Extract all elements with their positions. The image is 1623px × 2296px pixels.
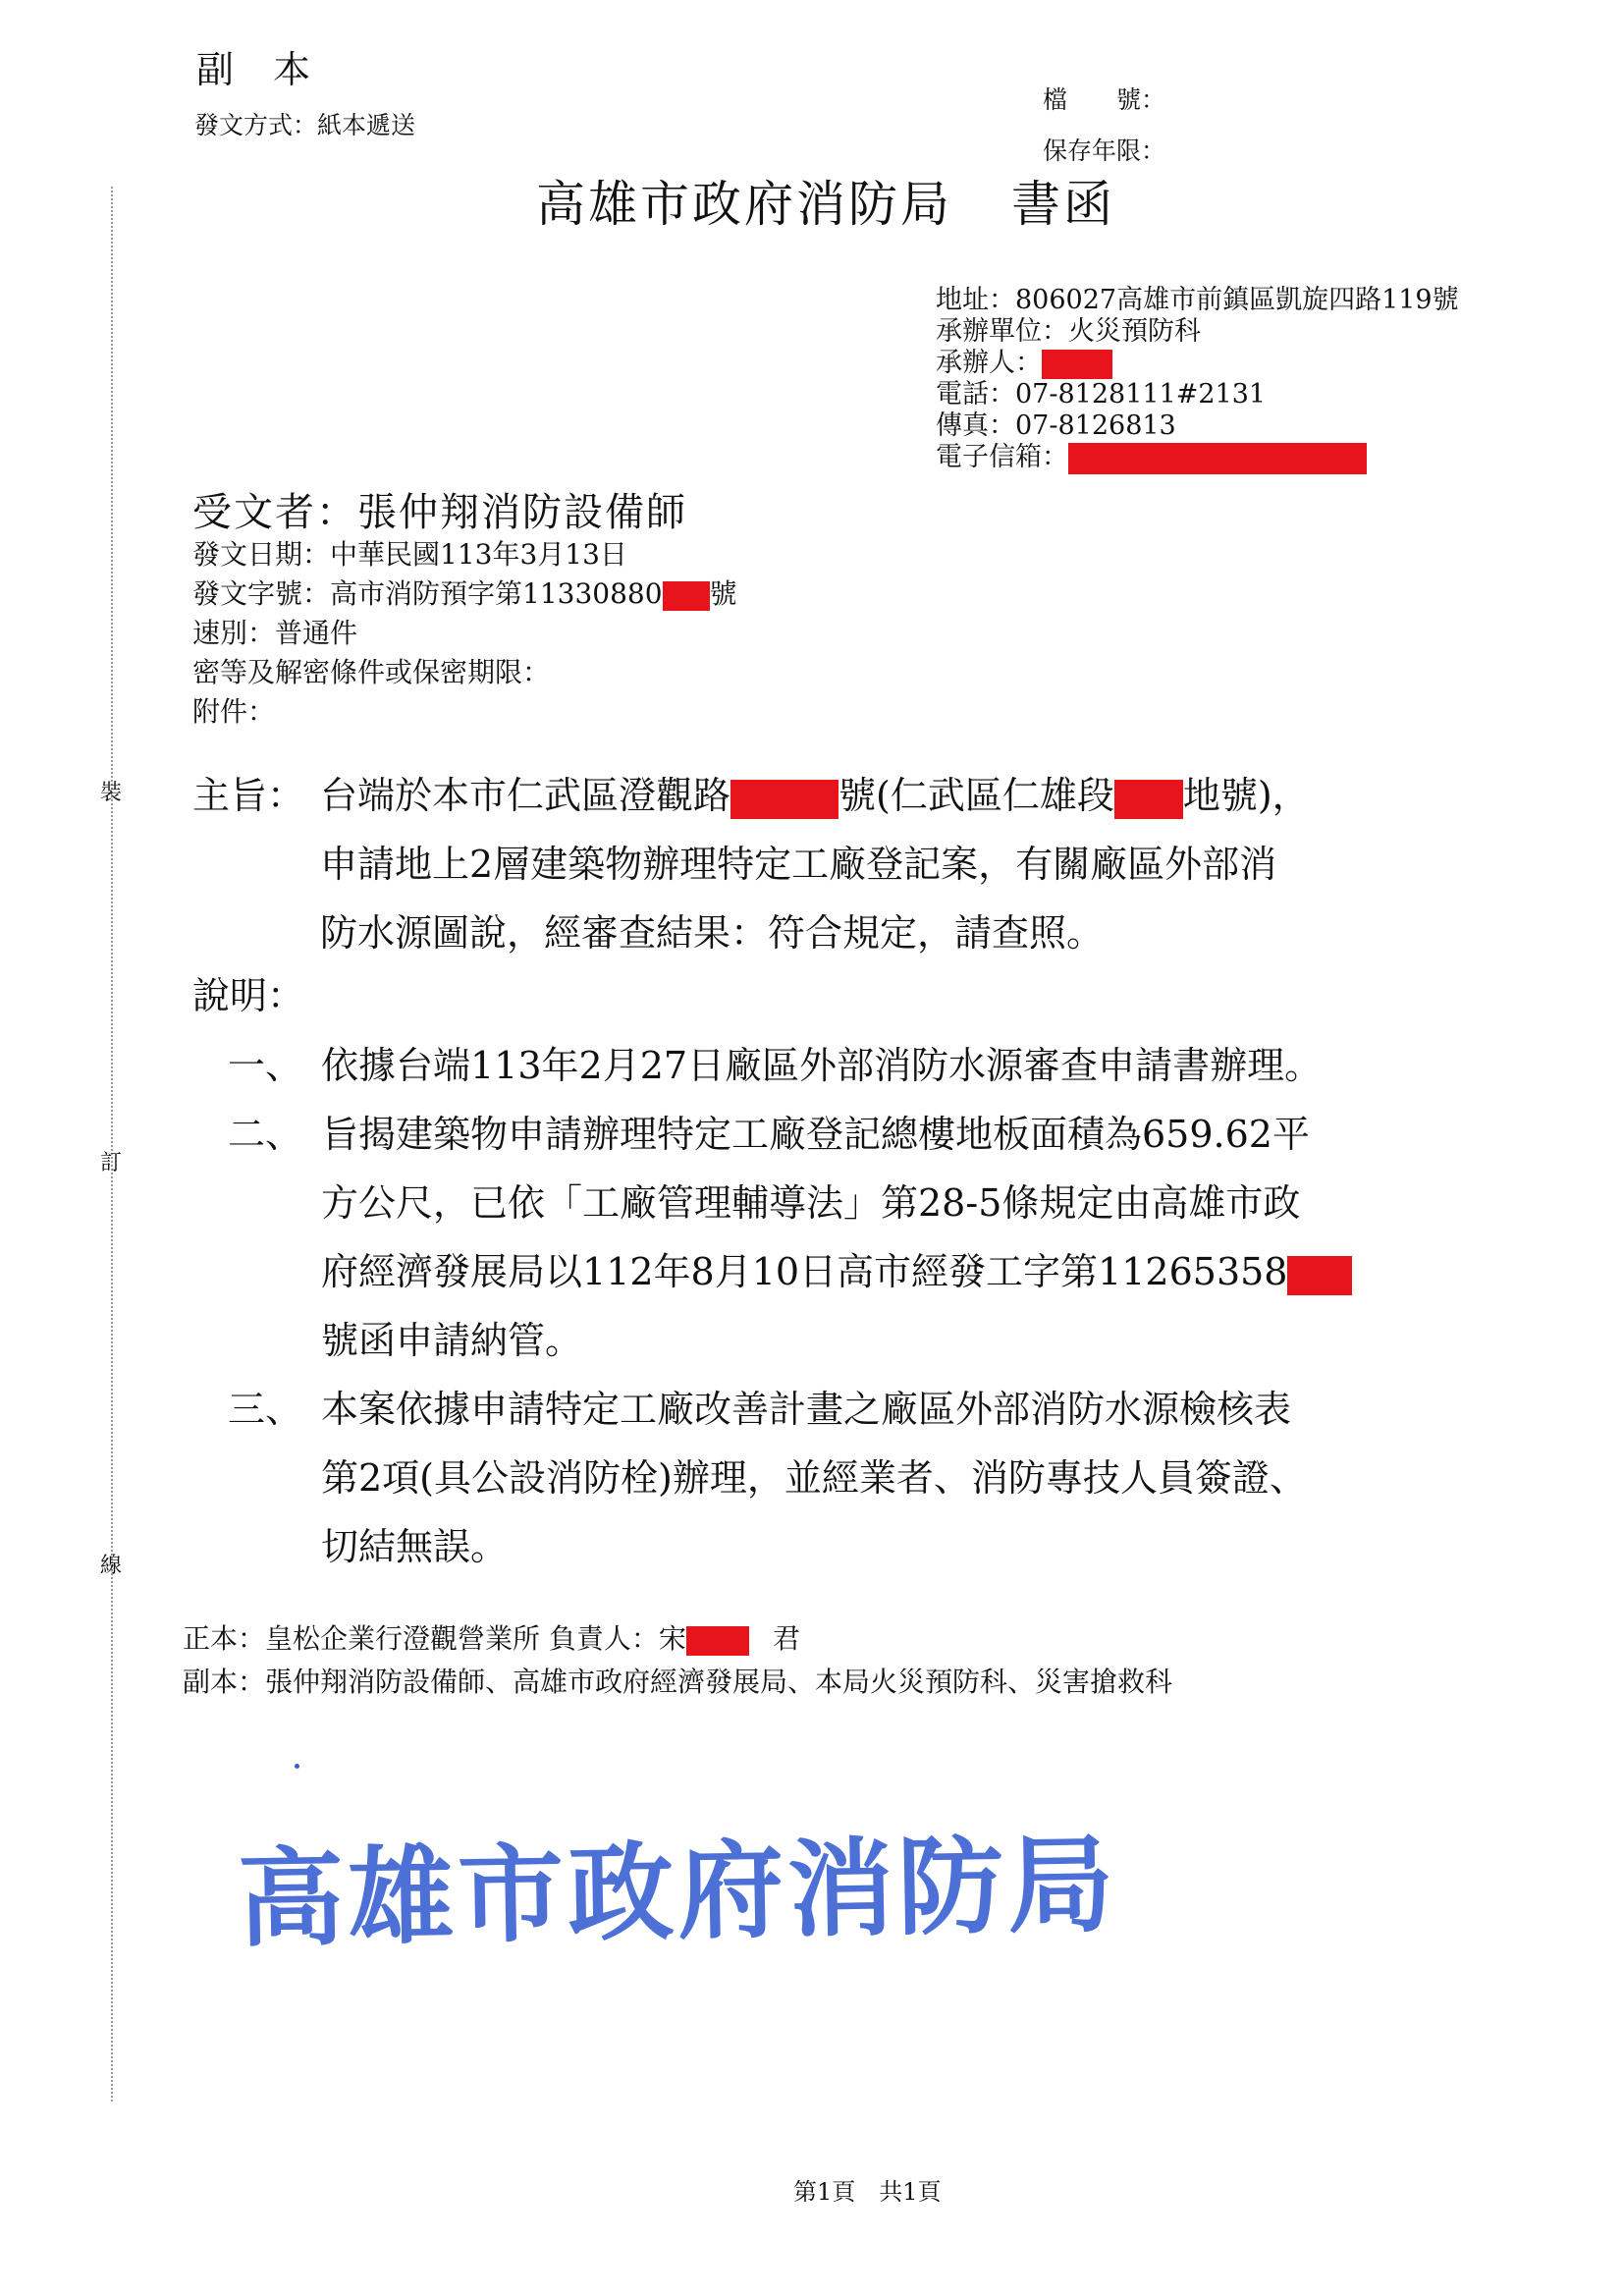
document-number: 發文字號：高市消防預字第11330880 號 bbox=[192, 577, 737, 610]
contact-unit: 承辦單位：火災預防科 bbox=[936, 316, 1201, 347]
official-seal-stamp: 高雄市政府消防局 bbox=[237, 1823, 1119, 1962]
subject-label: 主旨： bbox=[192, 774, 305, 817]
subject-line-1: 主旨： 台端於本市仁武區澄觀路 號(仁武區仁雄段 地號)， bbox=[192, 761, 1310, 830]
title-type: 書函 bbox=[1011, 176, 1115, 233]
copy-recipients: 副本：張仲翔消防設備師、高雄市政府經濟發展局、本局火災預防科、災害搶救科 bbox=[183, 1666, 1173, 1698]
contact-phone: 電話：07-8128111#2131 bbox=[936, 379, 1267, 410]
contact-email: 電子信箱： bbox=[936, 442, 1459, 473]
explanation-label: 說明： bbox=[192, 974, 305, 1017]
contact-fax: 傳真：07-8126813 bbox=[936, 410, 1176, 441]
distribution-block bbox=[183, 1617, 1172, 1704]
redaction-person-name bbox=[686, 1626, 749, 1656]
redaction-doc-number bbox=[663, 581, 710, 611]
explanation-item-2: 二、 旨揭建築物申請辦理特定工廠登記總樓地板面積為659.62平 方公尺，已依「工廠管理輔導法」第28-5條規定由高雄市政 府經濟發展局以112年8月10日高市經發工字第11265358 號函申請納管。 bbox=[228, 1100, 1352, 1375]
contact-handler: 承辦人： bbox=[936, 348, 1459, 379]
contact-block bbox=[936, 285, 1459, 473]
subject-line-2: 申請地上2層建築物辦理特定工廠登記案，有關廠區外部消 bbox=[320, 843, 1277, 886]
subject-line-3: 防水源圖說，經審查結果：符合規定，請查照。 bbox=[320, 911, 1105, 955]
redaction-letter-number bbox=[1287, 1256, 1352, 1295]
page-number: 第1頁 共1頁 bbox=[793, 2178, 942, 2206]
issue-date: 發文日期：中華民國113年3月13日 bbox=[192, 538, 627, 571]
copy-mark: 副 本 bbox=[196, 48, 325, 91]
file-number-label: 檔 號： bbox=[1043, 85, 1166, 114]
ink-speck bbox=[295, 1764, 299, 1769]
redaction-email bbox=[1068, 443, 1367, 474]
subject-block bbox=[192, 761, 1310, 967]
title-org: 高雄市政府消防局 bbox=[536, 176, 952, 233]
send-method: 發文方式：紙本遞送 bbox=[194, 111, 416, 139]
explanation-item-3: 三、 本案依據申請特定工廠改善計畫之廠區外部消防水源檢核表 第2項(具公設消防栓)辦理，並經業者、消防專技人員簽證、 切結無誤。 bbox=[228, 1388, 1307, 1568]
binding-line bbox=[111, 187, 113, 2102]
binding-mark-zhuang: 裝 bbox=[100, 781, 123, 805]
explanation-items bbox=[228, 1031, 1352, 1581]
binding-mark-xian: 線 bbox=[100, 1554, 123, 1578]
redaction-land-number bbox=[1114, 780, 1183, 819]
explanation-item-1: 一、 依據台端113年2月27日廠區外部消防水源審查申請書辦理。 bbox=[228, 1044, 1323, 1087]
redaction-address-number bbox=[730, 780, 839, 819]
recipient: 受文者：張仲翔消防設備師 bbox=[192, 490, 687, 535]
retention-period-label: 保存年限： bbox=[1043, 137, 1166, 165]
contact-address: 地址：806027高雄市前鎮區凱旋四路119號 bbox=[936, 285, 1459, 315]
redaction-handler bbox=[1042, 350, 1112, 379]
secrecy-level: 密等及解密條件或保密期限： bbox=[192, 656, 551, 688]
speed-class: 速別：普通件 bbox=[192, 617, 358, 649]
document-title bbox=[536, 165, 1115, 236]
document-meta bbox=[192, 535, 737, 732]
main-recipient: 正本：皇松企業行澄觀營業所 負責人：宋 君 bbox=[183, 1622, 800, 1655]
attachment: 附件： bbox=[192, 695, 276, 728]
binding-mark-ding: 訂 bbox=[100, 1151, 123, 1175]
